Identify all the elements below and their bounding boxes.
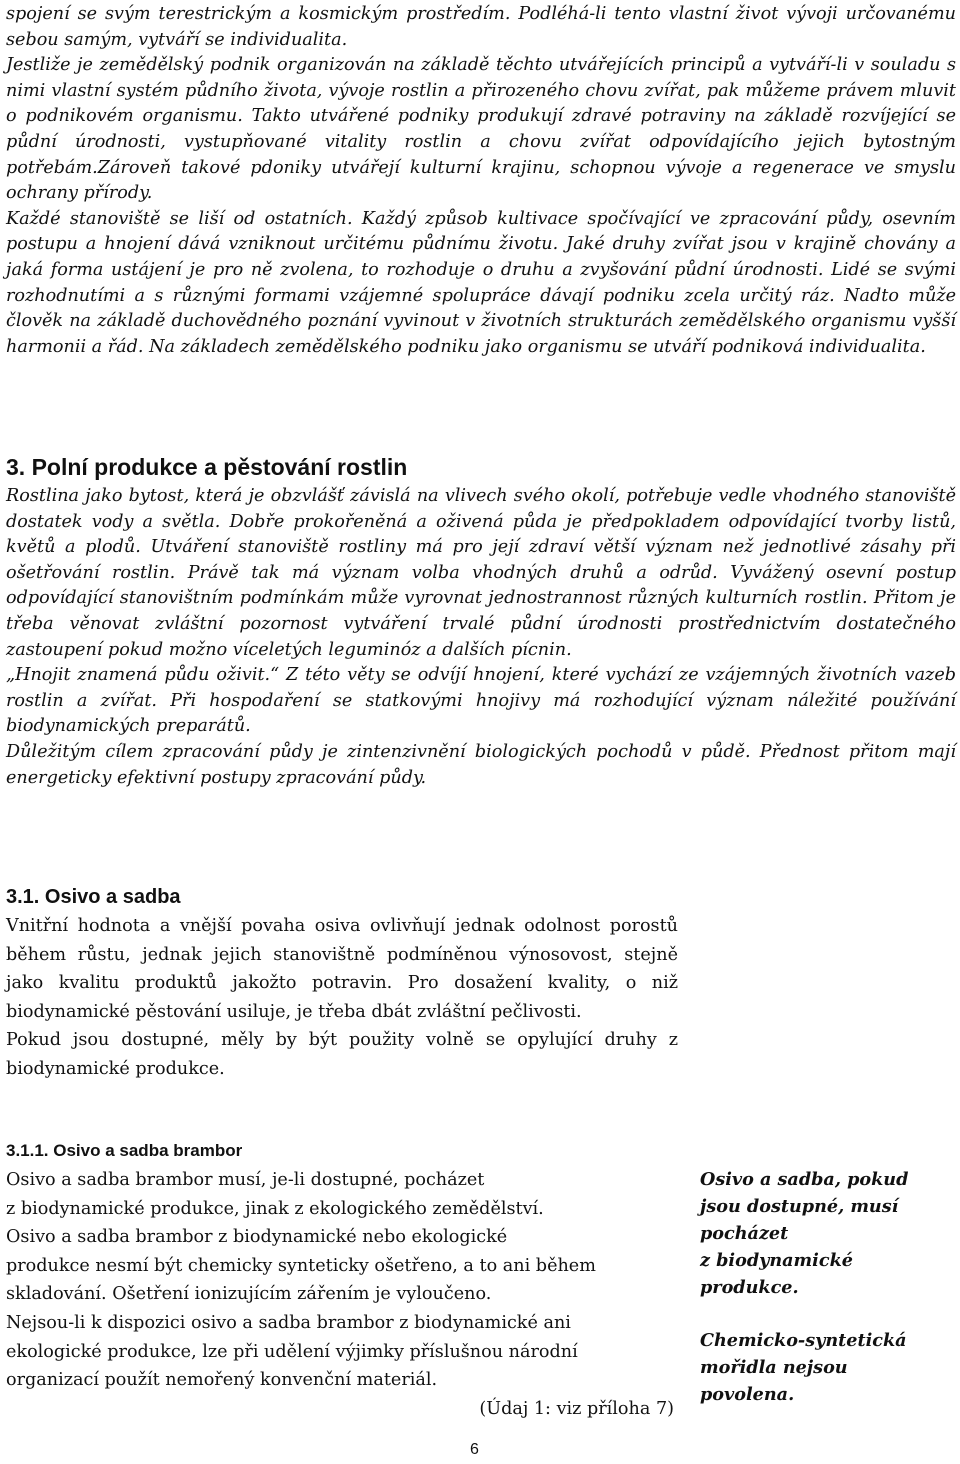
page-number: 6 — [470, 1441, 479, 1458]
section-3-1-heading: 3.1. Osivo a sadba — [6, 886, 181, 908]
intro-paragraph-3: Každé stanoviště se liší od ostatních. Každý způsob kultivace spočívající ve zpracování půdy, osevním postupu a hnojení dává vzniknout určitému půdnímu životu. Jaké druhy zvířat jsou v krajině chovány a jaká forma ustájení je pro ně zvolena, to rozhoduje o druhu a zvyšování půdní úrodnosti. Lidé se svými rozhodnutími a s různými formami vzájemné spolupráce dávají podniku zcela určitý ráz. Nadto může člověk na základě duchovědného poznání vyvinout v životních strukturách zemědělského organismu vyšší harmonii a řád. Na základech zemědělského podniku jako organismu se utváří podniková individualita. — [6, 208, 956, 357]
section-3-heading: 3. Polní produkce a pěstování rostlin — [6, 454, 408, 480]
section-3-1-paragraph-1: Vnitřní hodnota a vnější povaha osiva ovlivňují jednak odolnost porostů během růstu, jednak jejich stanovištně podmíněnou výnosovost, stejně jako kvalitu produktů jakožto potravin. Pro dosažení kvality, o niž biodynamické pěstování usiluje, je třeba dbát zvláštní pečlivosti. — [6, 916, 678, 1022]
sidebar-note-line: Chemicko-syntetická — [700, 1330, 907, 1351]
sidebar-note-2 — [700, 1327, 950, 1408]
sidebar-note-line: pocházet — [700, 1223, 789, 1244]
body-line: z biodynamické produkce, jinak z ekologického zemědělství. — [6, 1198, 544, 1219]
section-3-paragraph-3: Důležitým cílem zpracování půdy je zintenzivnění biologických pochodů v půdě. Přednost přitom mají energeticky efektivní postupy zpracování půdy. — [6, 741, 956, 788]
section-3-1-1-heading: 3.1.1. Osivo a sadba brambor — [6, 1141, 243, 1160]
sidebar-notes — [700, 1166, 950, 1408]
sidebar-note-line: mořidla nejsou — [700, 1357, 848, 1378]
body-line: skladování. Ošetření ionizujícím zářením je vyloučeno. — [6, 1284, 492, 1305]
body-line: ekologické produkce, lze při udělení výjimky příslušnou národní — [6, 1341, 578, 1362]
appendix-note: (Údaj 1: viz příloha 7) — [479, 1398, 674, 1419]
sidebar-note-1 — [700, 1166, 950, 1301]
intro-paragraph-1: spojení se svým terestrickým a kosmickým prostředím. Podléhá-li tento vlastní život vývoji určovanému sebou samým, vytváří se individualita. — [6, 4, 956, 50]
sidebar-note-line: produkce. — [700, 1277, 799, 1298]
section-3-paragraph-2: „Hnojit znamená půdu oživit.“ Z této věty se odvíjí hnojení, které vychází ze vzájemných životních vazeb rostlin a zvířat. Při hospodaření se statkovými hnojivy má rozhodující význam náležité používání biodynamických preparátů. — [6, 665, 956, 737]
section-3-1 — [6, 884, 678, 1083]
section-3-1-paragraph-2: Pokud jsou dostupné, měly by být použity volně se opylující druhy z biodynamické produkce. — [6, 1030, 678, 1079]
body-line: Osivo a sadba brambor z biodynamické nebo ekologické — [6, 1227, 508, 1248]
body-line: organizací použít nemořený konvenční materiál. — [6, 1370, 438, 1391]
sidebar-note-line: jsou dostupné, musí — [700, 1196, 899, 1217]
intro-section — [6, 2, 956, 360]
section-3-1-1-body — [6, 1166, 678, 1423]
section-3 — [6, 452, 956, 791]
section-3-1-1 — [6, 1140, 678, 1423]
section-3-paragraph-1: Rostlina jako bytost, která je obzvlášť závislá na vlivech svého okolí, potřebuje vedle vhodného stanoviště dostatek vody a světla. Dobře prokořeněná a oživená půda je předpokladem odpovídající tvorby listů, květů a plodů. Utváření stanoviště rostliny má pro její zdraví větší význam než jednotlivé zásahy při ošetřování rostlin. Právě tak má význam volba vhodných druhů a odrůd. Vyvážený osevní postup odpovídající stanovištním podmínkám může vyrovnat jednostrannost různých kulturních rostlin. Přitom je třeba věnovat zvláštní pozornost vytváření trvalé půdní úrodnosti prostřednictvím dostatečného zastoupení pokud možno víceletých leguminóz a dalších pícnin. — [6, 486, 956, 660]
intro-paragraph-2: Jestliže je zemědělský podnik organizován na základě těchto utvářejících principů a vytváří-li v souladu s nimi vlastní systém půdního života, vývoje rostlin a přirozeného chovu zvířat, pak můžeme právem mluvit o podnikovém organismu. Takto utvářené podniky produkují zdravé potraviny na základě rozvíjející se půdní úrodnosti, vystupňované vitality rostlin a chovu zvířat odpovídajícího jejich bytostným potřebám.Zároveň takové pdoniky utvářejí kulturní krajinu, schopnou vývoje a regenerace ve smyslu ochrany přírody. — [6, 55, 956, 204]
sidebar-note-line: z biodynamické — [700, 1250, 853, 1271]
body-line: Osivo a sadba brambor musí, je-li dostupné, pocházet — [6, 1170, 485, 1190]
body-line: Nejsou-li k dispozici osivo a sadba brambor z biodynamické ani — [6, 1312, 571, 1333]
body-line: produkce nesmí být chemicky synteticky ošetřeno, a to ani během — [6, 1255, 596, 1276]
sidebar-note-line: Osivo a sadba, pokud — [700, 1169, 909, 1190]
sidebar-note-line: povolena. — [700, 1384, 795, 1405]
